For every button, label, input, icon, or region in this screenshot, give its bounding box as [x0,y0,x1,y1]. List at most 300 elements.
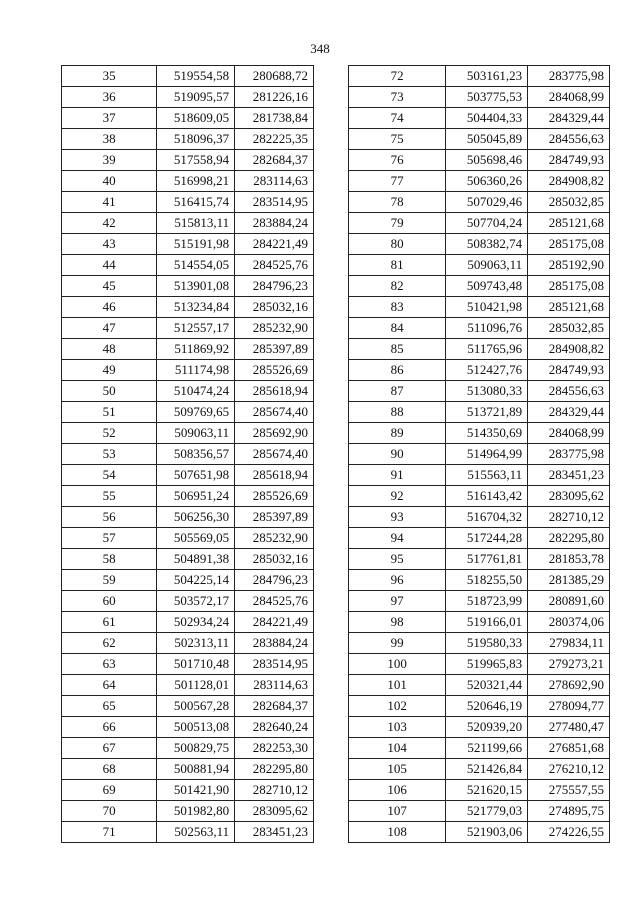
point-number-cell: 97 [349,591,446,612]
table-row [349,486,610,507]
point-number-cell: 106 [349,780,446,801]
table-row [62,633,314,654]
table-row [349,339,610,360]
x-coordinate-cell: 510474,24 [157,381,235,402]
x-coordinate-cell: 513234,84 [157,297,235,318]
x-coordinate-cell: 518609,05 [157,108,235,129]
x-coordinate-cell: 511096,76 [446,318,528,339]
table-row [62,234,314,255]
point-number-cell: 65 [62,696,157,717]
y-coordinate-cell: 284749,93 [528,150,610,171]
point-number-cell: 98 [349,612,446,633]
y-coordinate-cell: 281738,84 [235,108,314,129]
x-coordinate-cell: 520646,19 [446,696,528,717]
table-row [349,255,610,276]
x-coordinate-cell: 519580,33 [446,633,528,654]
x-coordinate-cell: 502934,24 [157,612,235,633]
point-number-cell: 62 [62,633,157,654]
table-row [62,381,314,402]
x-coordinate-cell: 519965,83 [446,654,528,675]
point-number-cell: 101 [349,675,446,696]
y-coordinate-cell: 285692,90 [235,423,314,444]
table-row [62,192,314,213]
y-coordinate-cell: 283114,63 [235,675,314,696]
table-row [62,570,314,591]
point-number-cell: 70 [62,801,157,822]
point-number-cell: 85 [349,339,446,360]
y-coordinate-cell: 285674,40 [235,402,314,423]
y-coordinate-cell: 277480,47 [528,717,610,738]
y-coordinate-cell: 284068,99 [528,423,610,444]
y-coordinate-cell: 279273,21 [528,654,610,675]
x-coordinate-cell: 517761,81 [446,549,528,570]
x-coordinate-cell: 521779,03 [446,801,528,822]
x-coordinate-cell: 510421,98 [446,297,528,318]
table-row [62,528,314,549]
y-coordinate-cell: 284908,82 [528,339,610,360]
y-coordinate-cell: 284796,23 [235,276,314,297]
y-coordinate-cell: 285526,69 [235,486,314,507]
table-row [349,822,610,843]
x-coordinate-cell: 511765,96 [446,339,528,360]
x-coordinate-cell: 514554,05 [157,255,235,276]
y-coordinate-cell: 285397,89 [235,507,314,528]
point-number-cell: 56 [62,507,157,528]
y-coordinate-cell: 284329,44 [528,108,610,129]
y-coordinate-cell: 283514,95 [235,654,314,675]
x-coordinate-cell: 518723,99 [446,591,528,612]
table-row [349,654,610,675]
coordinates-table-left-body [62,66,314,843]
y-coordinate-cell: 282684,37 [235,696,314,717]
table-row [349,360,610,381]
x-coordinate-cell: 506256,30 [157,507,235,528]
y-coordinate-cell: 283884,24 [235,213,314,234]
y-coordinate-cell: 282295,80 [528,528,610,549]
point-number-cell: 93 [349,507,446,528]
table-row [62,402,314,423]
x-coordinate-cell: 501982,80 [157,801,235,822]
x-coordinate-cell: 509063,11 [157,423,235,444]
y-coordinate-cell: 285618,94 [235,381,314,402]
point-number-cell: 45 [62,276,157,297]
point-number-cell: 92 [349,486,446,507]
point-number-cell: 54 [62,465,157,486]
point-number-cell: 37 [62,108,157,129]
point-number-cell: 88 [349,402,446,423]
x-coordinate-cell: 508382,74 [446,234,528,255]
y-coordinate-cell: 283451,23 [235,822,314,843]
y-coordinate-cell: 285397,89 [235,339,314,360]
x-coordinate-cell: 509769,65 [157,402,235,423]
table-row [62,801,314,822]
table-row [62,318,314,339]
point-number-cell: 74 [349,108,446,129]
point-number-cell: 52 [62,423,157,444]
point-number-cell: 39 [62,150,157,171]
x-coordinate-cell: 516415,74 [157,192,235,213]
y-coordinate-cell: 285674,40 [235,444,314,465]
table-row [62,66,314,87]
table-row [349,570,610,591]
point-number-cell: 46 [62,297,157,318]
table-row [62,591,314,612]
y-coordinate-cell: 274226,55 [528,822,610,843]
point-number-cell: 58 [62,549,157,570]
point-number-cell: 99 [349,633,446,654]
point-number-cell: 96 [349,570,446,591]
x-coordinate-cell: 517558,94 [157,150,235,171]
y-coordinate-cell: 283095,62 [235,801,314,822]
table-row [349,612,610,633]
x-coordinate-cell: 503572,17 [157,591,235,612]
point-number-cell: 75 [349,129,446,150]
x-coordinate-cell: 505698,46 [446,150,528,171]
y-coordinate-cell: 285032,16 [235,549,314,570]
point-number-cell: 81 [349,255,446,276]
table-row [62,654,314,675]
point-number-cell: 103 [349,717,446,738]
point-number-cell: 76 [349,150,446,171]
point-number-cell: 67 [62,738,157,759]
y-coordinate-cell: 285618,94 [235,465,314,486]
x-coordinate-cell: 504404,33 [446,108,528,129]
y-coordinate-cell: 284221,49 [235,234,314,255]
x-coordinate-cell: 501710,48 [157,654,235,675]
x-coordinate-cell: 507029,46 [446,192,528,213]
table-row [62,717,314,738]
x-coordinate-cell: 513901,08 [157,276,235,297]
y-coordinate-cell: 274895,75 [528,801,610,822]
y-coordinate-cell: 284796,23 [235,570,314,591]
point-number-cell: 41 [62,192,157,213]
y-coordinate-cell: 279834,11 [528,633,610,654]
y-coordinate-cell: 282640,24 [235,717,314,738]
table-row [349,465,610,486]
point-number-cell: 48 [62,339,157,360]
table-row [62,507,314,528]
y-coordinate-cell: 284068,99 [528,87,610,108]
table-row [62,759,314,780]
point-number-cell: 108 [349,822,446,843]
table-row [349,213,610,234]
point-number-cell: 73 [349,87,446,108]
y-coordinate-cell: 284329,44 [528,402,610,423]
point-number-cell: 78 [349,192,446,213]
x-coordinate-cell: 502313,11 [157,633,235,654]
x-coordinate-cell: 500567,28 [157,696,235,717]
point-number-cell: 35 [62,66,157,87]
table-row [349,696,610,717]
y-coordinate-cell: 284525,76 [235,255,314,276]
x-coordinate-cell: 521903,06 [446,822,528,843]
table-row [349,276,610,297]
y-coordinate-cell: 278692,90 [528,675,610,696]
y-coordinate-cell: 285121,68 [528,297,610,318]
y-coordinate-cell: 276851,68 [528,738,610,759]
y-coordinate-cell: 285032,85 [528,318,610,339]
y-coordinate-cell: 282710,12 [528,507,610,528]
table-row [349,549,610,570]
y-coordinate-cell: 285175,08 [528,234,610,255]
point-number-cell: 40 [62,171,157,192]
y-coordinate-cell: 280688,72 [235,66,314,87]
table-row [62,444,314,465]
y-coordinate-cell: 282684,37 [235,150,314,171]
table-row [62,171,314,192]
point-number-cell: 36 [62,87,157,108]
x-coordinate-cell: 500513,08 [157,717,235,738]
point-number-cell: 79 [349,213,446,234]
y-coordinate-cell: 282710,12 [235,780,314,801]
table-row [349,780,610,801]
y-coordinate-cell: 285032,85 [528,192,610,213]
coordinates-table-right-body [349,66,610,843]
y-coordinate-cell: 276210,12 [528,759,610,780]
table-row [62,150,314,171]
x-coordinate-cell: 519095,57 [157,87,235,108]
point-number-cell: 50 [62,381,157,402]
table-row [349,150,610,171]
point-number-cell: 63 [62,654,157,675]
x-coordinate-cell: 516704,32 [446,507,528,528]
y-coordinate-cell: 284556,63 [528,381,610,402]
table-row [349,675,610,696]
point-number-cell: 49 [62,360,157,381]
y-coordinate-cell: 285526,69 [235,360,314,381]
x-coordinate-cell: 501128,01 [157,675,235,696]
x-coordinate-cell: 516998,21 [157,171,235,192]
x-coordinate-cell: 505045,89 [446,129,528,150]
point-number-cell: 90 [349,444,446,465]
point-number-cell: 60 [62,591,157,612]
x-coordinate-cell: 513721,89 [446,402,528,423]
point-number-cell: 57 [62,528,157,549]
point-number-cell: 100 [349,654,446,675]
point-number-cell: 55 [62,486,157,507]
x-coordinate-cell: 508356,57 [157,444,235,465]
point-number-cell: 86 [349,360,446,381]
x-coordinate-cell: 512427,76 [446,360,528,381]
y-coordinate-cell: 281853,78 [528,549,610,570]
table-row [62,549,314,570]
table-row [349,759,610,780]
point-number-cell: 105 [349,759,446,780]
x-coordinate-cell: 509743,48 [446,276,528,297]
page-number: 348 [310,41,330,56]
point-number-cell: 77 [349,171,446,192]
x-coordinate-cell: 512557,17 [157,318,235,339]
x-coordinate-cell: 505569,05 [157,528,235,549]
y-coordinate-cell: 283775,98 [528,444,610,465]
x-coordinate-cell: 513080,33 [446,381,528,402]
point-number-cell: 59 [62,570,157,591]
x-coordinate-cell: 507651,98 [157,465,235,486]
point-number-cell: 107 [349,801,446,822]
x-coordinate-cell: 507704,24 [446,213,528,234]
point-number-cell: 61 [62,612,157,633]
table-row [349,108,610,129]
table-row [62,360,314,381]
table-row [349,738,610,759]
point-number-cell: 83 [349,297,446,318]
point-number-cell: 80 [349,234,446,255]
x-coordinate-cell: 520321,44 [446,675,528,696]
y-coordinate-cell: 282295,80 [235,759,314,780]
coordinates-table-left [61,65,314,843]
point-number-cell: 84 [349,318,446,339]
y-coordinate-cell: 280374,06 [528,612,610,633]
y-coordinate-cell: 282253,30 [235,738,314,759]
table-row [349,87,610,108]
x-coordinate-cell: 519554,58 [157,66,235,87]
x-coordinate-cell: 515563,11 [446,465,528,486]
table-row [349,633,610,654]
y-coordinate-cell: 283114,63 [235,171,314,192]
point-number-cell: 66 [62,717,157,738]
table-row [349,423,610,444]
point-number-cell: 102 [349,696,446,717]
y-coordinate-cell: 283884,24 [235,633,314,654]
x-coordinate-cell: 518255,50 [446,570,528,591]
point-number-cell: 94 [349,528,446,549]
y-coordinate-cell: 283775,98 [528,66,610,87]
y-coordinate-cell: 275557,55 [528,780,610,801]
table-row [349,66,610,87]
point-number-cell: 89 [349,423,446,444]
x-coordinate-cell: 515191,98 [157,234,235,255]
table-row [62,213,314,234]
x-coordinate-cell: 518096,37 [157,129,235,150]
table-row [62,486,314,507]
x-coordinate-cell: 520939,20 [446,717,528,738]
table-row [349,528,610,549]
x-coordinate-cell: 502563,11 [157,822,235,843]
table-row [62,276,314,297]
table-row [62,612,314,633]
y-coordinate-cell: 285232,90 [235,528,314,549]
table-row [349,444,610,465]
x-coordinate-cell: 514350,69 [446,423,528,444]
point-number-cell: 43 [62,234,157,255]
point-number-cell: 87 [349,381,446,402]
y-coordinate-cell: 285175,08 [528,276,610,297]
point-number-cell: 44 [62,255,157,276]
table-row [62,696,314,717]
x-coordinate-cell: 503775,53 [446,87,528,108]
table-row [349,402,610,423]
x-coordinate-cell: 504891,38 [157,549,235,570]
x-coordinate-cell: 501421,90 [157,780,235,801]
point-number-cell: 53 [62,444,157,465]
table-row [62,129,314,150]
y-coordinate-cell: 285192,90 [528,255,610,276]
y-coordinate-cell: 284749,93 [528,360,610,381]
x-coordinate-cell: 511174,98 [157,360,235,381]
point-number-cell: 71 [62,822,157,843]
table-row [62,780,314,801]
table-row [62,675,314,696]
point-number-cell: 82 [349,276,446,297]
y-coordinate-cell: 280891,60 [528,591,610,612]
x-coordinate-cell: 514964,99 [446,444,528,465]
x-coordinate-cell: 500829,75 [157,738,235,759]
x-coordinate-cell: 515813,11 [157,213,235,234]
table-row [62,87,314,108]
point-number-cell: 64 [62,675,157,696]
x-coordinate-cell: 521620,15 [446,780,528,801]
x-coordinate-cell: 516143,42 [446,486,528,507]
y-coordinate-cell: 284908,82 [528,171,610,192]
table-row [62,255,314,276]
table-row [349,297,610,318]
table-row [62,339,314,360]
table-row [349,507,610,528]
y-coordinate-cell: 284525,76 [235,591,314,612]
table-row [62,297,314,318]
y-coordinate-cell: 281385,29 [528,570,610,591]
point-number-cell: 51 [62,402,157,423]
y-coordinate-cell: 283095,62 [528,486,610,507]
point-number-cell: 42 [62,213,157,234]
x-coordinate-cell: 503161,23 [446,66,528,87]
y-coordinate-cell: 284221,49 [235,612,314,633]
table-row [349,171,610,192]
x-coordinate-cell: 521199,66 [446,738,528,759]
table-row [349,192,610,213]
table-row [62,822,314,843]
table-row [62,738,314,759]
x-coordinate-cell: 517244,28 [446,528,528,549]
point-number-cell: 95 [349,549,446,570]
point-number-cell: 68 [62,759,157,780]
y-coordinate-cell: 285121,68 [528,213,610,234]
point-number-cell: 69 [62,780,157,801]
x-coordinate-cell: 500881,94 [157,759,235,780]
y-coordinate-cell: 281226,16 [235,87,314,108]
table-row [62,423,314,444]
y-coordinate-cell: 284556,63 [528,129,610,150]
table-row [349,717,610,738]
y-coordinate-cell: 283451,23 [528,465,610,486]
point-number-cell: 104 [349,738,446,759]
y-coordinate-cell: 285232,90 [235,318,314,339]
table-row [349,591,610,612]
table-row [349,801,610,822]
point-number-cell: 47 [62,318,157,339]
y-coordinate-cell: 282225,35 [235,129,314,150]
table-row [62,465,314,486]
x-coordinate-cell: 521426,84 [446,759,528,780]
x-coordinate-cell: 506951,24 [157,486,235,507]
point-number-cell: 38 [62,129,157,150]
point-number-cell: 72 [349,66,446,87]
y-coordinate-cell: 285032,16 [235,297,314,318]
y-coordinate-cell: 278094,77 [528,696,610,717]
table-row [349,318,610,339]
table-row [349,234,610,255]
x-coordinate-cell: 506360,26 [446,171,528,192]
table-row [349,129,610,150]
table-row [349,381,610,402]
coordinates-table-right [348,65,610,843]
x-coordinate-cell: 511869,92 [157,339,235,360]
y-coordinate-cell: 283514,95 [235,192,314,213]
point-number-cell: 91 [349,465,446,486]
table-row [62,108,314,129]
x-coordinate-cell: 509063,11 [446,255,528,276]
x-coordinate-cell: 519166,01 [446,612,528,633]
